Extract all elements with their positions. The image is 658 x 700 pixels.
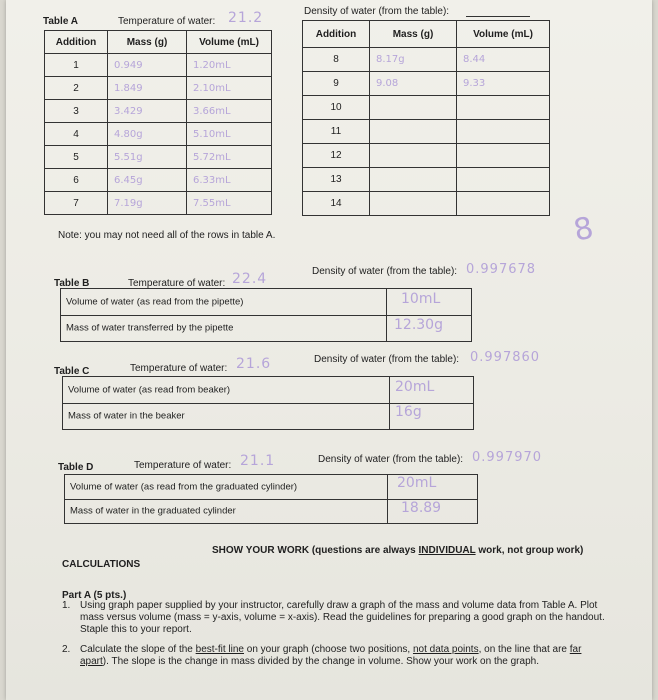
addition-cell: 9 — [303, 72, 370, 96]
table-a-note: Note: you may not need all of the rows in table A. — [58, 230, 276, 241]
table-row — [303, 120, 550, 144]
volume-cell — [457, 96, 550, 120]
table-b — [60, 288, 472, 342]
item-1-text: Using graph paper supplied by your instructor, carefully draw a graph of the mass and volume data from Table A. Plot mass versus volume (mass = y-axis, volume = x-axis). Read the guidelines for preparing a good graph on the handout. Staple this to your report. — [80, 600, 605, 635]
table-c-temp-value: 21.6 — [236, 356, 272, 372]
mass-cell — [370, 168, 457, 192]
table-row — [303, 72, 550, 96]
table-row — [45, 77, 272, 100]
mass-label: Mass of water in the graduated cylinder — [70, 505, 236, 517]
table-c-density-label: Density of water (from the table): — [314, 354, 460, 365]
table-row — [303, 48, 550, 72]
mass-value: 16g — [395, 404, 422, 420]
col-header-addition: Addition — [303, 21, 370, 48]
table-row — [303, 168, 550, 192]
table-a-density-line — [466, 16, 530, 17]
addition-cell: 12 — [303, 144, 370, 168]
addition-cell: 6 — [45, 169, 108, 192]
mass-cell: 8.17g — [370, 48, 457, 72]
table-b-temp-value: 22.4 — [232, 271, 268, 287]
col-header-mass: Mass (g) — [370, 21, 457, 48]
table-b-temp-label: Temperature of water: — [128, 278, 226, 289]
mass-cell: 1.849 — [108, 77, 187, 100]
table-row — [45, 54, 272, 77]
volume-label: Volume of water (as read from beaker) — [68, 384, 231, 396]
volume-cell — [457, 168, 550, 192]
table-c-temp-label: Temperature of water: — [130, 363, 228, 374]
table-b-label: Table B — [54, 278, 90, 289]
table-row — [45, 192, 272, 215]
item-1-number: 1. — [62, 600, 71, 611]
addition-cell: 8 — [303, 48, 370, 72]
table-row — [45, 100, 272, 123]
table-row — [45, 169, 272, 192]
mass-cell — [370, 192, 457, 216]
item-2-text: Calculate the slope of the best-fit line on your graph (choose two positions, not data points, on the line that are far apart). The slope is the change in mass divided by the change in volume. Show your work on the graph. — [80, 644, 582, 667]
col-header-volume: Volume (mL) — [187, 31, 272, 54]
mass-cell: 3.429 — [108, 100, 187, 123]
volume-cell: 2.10mL — [187, 77, 272, 100]
volume-cell: 8.44 — [457, 48, 550, 72]
volume-cell: 7.55mL — [187, 192, 272, 215]
table-a-right — [302, 20, 550, 216]
table-d-density-value: 0.997970 — [472, 450, 543, 465]
volume-value: 10mL — [401, 291, 441, 307]
table-row — [45, 146, 272, 169]
calculations-heading: CALCULATIONS — [62, 559, 141, 570]
addition-cell: 3 — [45, 100, 108, 123]
table-d-density-label: Density of water (from the table): — [318, 454, 464, 465]
table-c-label: Table C — [54, 366, 90, 377]
volume-cell — [457, 120, 550, 144]
table-a-left — [44, 30, 272, 215]
table-row — [303, 192, 550, 216]
addition-cell: 1 — [45, 54, 108, 77]
volume-cell: 5.72mL — [187, 146, 272, 169]
col-header-mass: Mass (g) — [108, 31, 187, 54]
table-d-temp-label: Temperature of water: — [134, 460, 232, 471]
volume-cell: 5.10mL — [187, 123, 272, 146]
table-row — [45, 123, 272, 146]
item-2-number: 2. — [62, 644, 71, 655]
volume-cell: 3.66mL — [187, 100, 272, 123]
volume-cell: 9.33 — [457, 72, 550, 96]
table-d — [64, 474, 478, 524]
addition-cell: 4 — [45, 123, 108, 146]
mass-cell — [370, 96, 457, 120]
addition-cell: 2 — [45, 77, 108, 100]
table-c-density-value: 0.997860 — [470, 350, 541, 365]
table-d-temp-value: 21.1 — [240, 453, 276, 469]
part-a-heading: Part A (5 pts.) — [62, 590, 127, 601]
mass-value: 12.30g — [394, 317, 443, 333]
table-a-label: Table A — [43, 16, 79, 27]
mass-cell: 9.08 — [370, 72, 457, 96]
mass-cell: 5.51g — [108, 146, 187, 169]
volume-label: Volume of water (as read from the pipette) — [66, 296, 244, 308]
addition-cell: 10 — [303, 96, 370, 120]
col-header-volume: Volume (mL) — [457, 21, 550, 48]
addition-cell: 7 — [45, 192, 108, 215]
table-b-density-label: Density of water (from the table): — [312, 266, 458, 277]
mass-cell: 4.80g — [108, 123, 187, 146]
table-c — [62, 376, 474, 430]
table-row — [303, 96, 550, 120]
volume-label: Volume of water (as read from the graduated cylinder) — [70, 481, 298, 493]
mass-cell: 7.19g — [108, 192, 187, 215]
table-a-temp-value: 21.2 — [228, 10, 264, 26]
volume-cell: 1.20mL — [187, 54, 272, 77]
volume-value: 20mL — [397, 475, 437, 491]
addition-cell: 14 — [303, 192, 370, 216]
table-row — [303, 144, 550, 168]
show-work-note: SHOW YOUR WORK (questions are always INDIVIDUAL work, not group work) — [212, 545, 584, 556]
volume-cell: 6.33mL — [187, 169, 272, 192]
table-a-temp-label: Temperature of water: — [118, 16, 216, 27]
table-b-density-value: 0.997678 — [466, 262, 537, 277]
addition-cell: 13 — [303, 168, 370, 192]
mass-label: Mass of water transferred by the pipette — [66, 322, 234, 334]
table-d-label: Table D — [58, 462, 94, 473]
volume-cell — [457, 144, 550, 168]
col-header-addition: Addition — [45, 31, 108, 54]
table-a-density-label: Density of water (from the table): — [304, 6, 450, 17]
addition-cell: 11 — [303, 120, 370, 144]
addition-cell: 5 — [45, 146, 108, 169]
mass-cell: 0.949 — [108, 54, 187, 77]
mass-label: Mass of water in the beaker — [68, 410, 185, 422]
volume-value: 20mL — [395, 379, 435, 395]
mass-cell — [370, 120, 457, 144]
mass-value: 18.89 — [401, 500, 442, 516]
mass-cell: 6.45g — [108, 169, 187, 192]
mass-cell — [370, 144, 457, 168]
score-mark: 8 — [570, 210, 598, 249]
volume-cell — [457, 192, 550, 216]
